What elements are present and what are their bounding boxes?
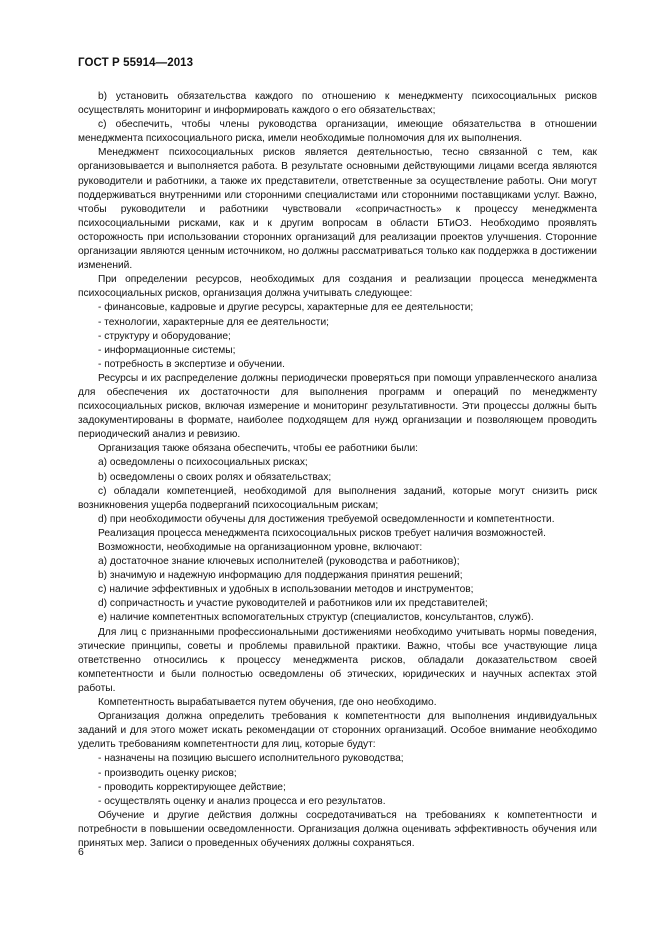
paragraph: Организация также обязана обеспечить, чтобы ее работники были: [98,443,418,455]
paragraph: Реализация процесса менеджмента психосоциальных рисков требует наличия возможностей. [98,527,546,539]
document-header: ГОСТ Р 55914—2013 [78,57,194,69]
list-item: - проводить корректирующее действие; [98,781,286,793]
list-item: - потребность в экспертизе и обучении. [98,358,285,370]
paragraph: Для лиц с признанными профессиональными достижениями необходимо учитывать нормы поведения, этические принципы, советы и проблемы правильной практики. Важно, чтобы все участвующие лица ответственно относились к процессу менеджмента рисков, обладали доказательством своей компетентности и были полностью осведомлены об этических, юридических и научных аспектах этой работы. [78,626,597,694]
list-item: b) осведомлены о своих ролях и обязательствах; [98,471,332,483]
document-body [78,90,597,851]
paragraph: Организация должна определить требования к компетентности для выполнения индивидуальных заданий и для этого может искать рекомендации от сторонних организаций. Особое внимание необходимо уделить требованиям компетентности для лиц, которые будут: [78,711,597,751]
list-item: e) наличие компетентных вспомогательных структур (специалистов, консультантов, служб). [98,612,534,624]
list-item: Возможности, необходимые на организационном уровне, включают: [98,542,423,553]
list-item: c) наличие эффективных и удобных в использовании методов и инструментов; [98,584,474,596]
paragraph: c) обладали компетенцией, необходимой для выполнения заданий, которые могут снизить риск возникновения ущерба подверганий психосоциальным рискам; [78,485,597,511]
list-item: - назначены на позицию высшего исполнительного руководства; [98,753,404,765]
paragraph: Обучение и другие действия должны сосредотачиваться на требованиях к компетентности и потребности в повышении осведомленности. Организация должна оценивать эффективность обучения или принятых мер. Записи о проведенных обучениях должны сохраняться. [78,809,597,849]
list-item: a) достаточное знание ключевых исполнителей (руководства и работников); [98,556,460,568]
list-item: - технологии, характерные для ее деятельности; [98,316,329,328]
page-number: 6 [78,846,84,858]
paragraph: c) обеспечить, чтобы члены руководства организации, имеющие обязательства в отношении менеджмента психосоциального риска, имели необходимые полномочия для их выполнения. [78,119,597,145]
paragraph: b) установить обязательства каждого по отношению к менеджменту психосоциальных рисков осуществлять мониторинг и информировать каждого о его обязательствах; [78,91,597,117]
list-item: - информационные системы; [98,344,236,356]
list-item: b) значимую и надежную информацию для поддержания принятия решений; [98,570,463,582]
paragraph: Ресурсы и их распределение должны периодически проверяться при помощи управленческого анализа для обеспечения их достаточности для выполнения программ и операций по менеджменту психосоциальных рисков, включая измерение и мониторинг результативности. Эти процессы должны быть задокументированы в формате, наиболее подходящем для нужд организации и позволяющем проводить периодический анализ и ревизию. [78,372,597,441]
paragraph: При определении ресурсов, необходимых для создания и реализации процесса менеджмента психосоциальных рисков, организация должна учитывать следующее: [78,274,597,300]
list-item: - финансовые, кадровые и другие ресурсы, характерные для ее деятельности; [98,302,474,314]
paragraph: Компетентность вырабатывается путем обучения, где оно необходимо. [98,697,437,709]
list-item: a) осведомлены о психосоциальных рисках; [98,457,308,469]
paragraph: Менеджмент психосоциальных рисков является деятельностью, тесно связанной с тем, как организовывается и выполняется работа. В результате основными действующими лицами всегда являются руководители и работники, а также их представители, ответственные за осуществление работы. Они могут поддерживаться внутренними или сторонними специалистами или сторонними поставщиками услуг. Важно, чтобы руководители и работники чувствовали «сопричастность» к процессу менеджмента психосоциальными рисками, как и к другим вопросам в области БТиОЗ. Необходимо проявлять осторожность при использовании сторонних организаций для реализации проектов улучшения. Сторонние организации являются ценным источником, но должны рассматриваться только как поддержка в достижении изменений. [78,147,597,272]
list-item: - осуществлять оценку и анализ процесса и его результатов. [98,795,386,807]
list-item: d) при необходимости обучены для достижения требуемой осведомленности и компетентности. [98,513,555,525]
list-item: - производить оценку рисков; [98,767,237,779]
list-item: d) сопричастность и участие руководителей и работников или их представителей; [98,598,488,610]
list-item: - структуру и оборудование; [98,330,231,342]
